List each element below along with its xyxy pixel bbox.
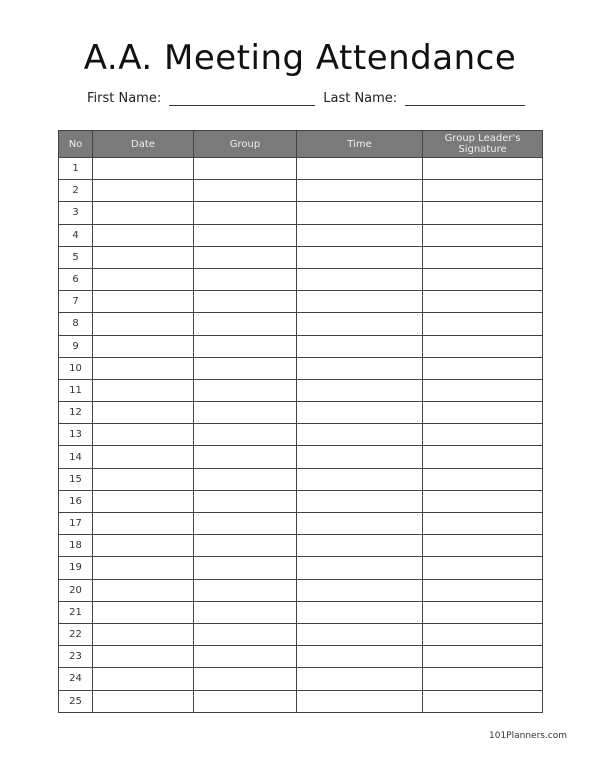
table-row: [59, 402, 543, 424]
date-cell[interactable]: [93, 646, 194, 668]
row-number: 15: [59, 468, 93, 490]
signature-cell[interactable]: [423, 379, 543, 401]
row-number: 25: [59, 690, 93, 712]
signature-cell[interactable]: [423, 668, 543, 690]
row-number: 9: [59, 335, 93, 357]
group-cell[interactable]: [194, 557, 297, 579]
header-group: Group: [194, 131, 297, 158]
row-number: 20: [59, 579, 93, 601]
signature-cell[interactable]: [423, 579, 543, 601]
date-cell[interactable]: [93, 180, 194, 202]
signature-cell[interactable]: [423, 424, 543, 446]
time-cell[interactable]: [297, 224, 423, 246]
time-cell[interactable]: [297, 513, 423, 535]
date-cell[interactable]: [93, 202, 194, 224]
first-name-field[interactable]: [169, 91, 315, 106]
row-number: 17: [59, 513, 93, 535]
signature-cell[interactable]: [423, 224, 543, 246]
last-name-field[interactable]: [405, 91, 525, 106]
row-number: 11: [59, 379, 93, 401]
time-cell[interactable]: [297, 379, 423, 401]
signature-cell[interactable]: [423, 623, 543, 645]
group-cell[interactable]: [194, 668, 297, 690]
row-number: 16: [59, 490, 93, 512]
date-cell[interactable]: [93, 313, 194, 335]
row-number: 21: [59, 601, 93, 623]
time-cell[interactable]: [297, 535, 423, 557]
header-date: Date: [93, 131, 194, 158]
row-number: 13: [59, 424, 93, 446]
table-row: [59, 468, 543, 490]
group-cell[interactable]: [194, 180, 297, 202]
signature-cell[interactable]: [423, 535, 543, 557]
time-cell[interactable]: [297, 579, 423, 601]
table-row: [59, 291, 543, 313]
signature-cell[interactable]: [423, 490, 543, 512]
header-signature: Group Leader's Signature: [423, 131, 543, 158]
time-cell[interactable]: [297, 490, 423, 512]
group-cell[interactable]: [194, 268, 297, 290]
date-cell[interactable]: [93, 357, 194, 379]
time-cell[interactable]: [297, 557, 423, 579]
group-cell[interactable]: [194, 224, 297, 246]
time-cell[interactable]: [297, 357, 423, 379]
header-time: Time: [297, 131, 423, 158]
table-row: [59, 158, 543, 180]
table-row: [59, 490, 543, 512]
date-cell[interactable]: [93, 291, 194, 313]
table-row: [59, 646, 543, 668]
row-number: 14: [59, 446, 93, 468]
table-row: [59, 557, 543, 579]
signature-cell[interactable]: [423, 313, 543, 335]
date-cell[interactable]: [93, 446, 194, 468]
time-cell[interactable]: [297, 180, 423, 202]
table-row: [59, 623, 543, 645]
table-row: [59, 535, 543, 557]
time-cell[interactable]: [297, 313, 423, 335]
group-cell[interactable]: [194, 490, 297, 512]
table-row: [59, 424, 543, 446]
group-cell[interactable]: [194, 158, 297, 180]
first-name-label: First Name:: [87, 91, 162, 106]
time-cell[interactable]: [297, 468, 423, 490]
row-number: 6: [59, 268, 93, 290]
date-cell[interactable]: [93, 158, 194, 180]
row-number: 12: [59, 402, 93, 424]
signature-cell[interactable]: [423, 180, 543, 202]
signature-cell[interactable]: [423, 446, 543, 468]
table-row: [59, 180, 543, 202]
table-row: [59, 601, 543, 623]
attendance-table: [58, 130, 543, 713]
time-cell[interactable]: [297, 402, 423, 424]
group-cell[interactable]: [194, 646, 297, 668]
time-cell[interactable]: [297, 424, 423, 446]
date-cell[interactable]: [93, 690, 194, 712]
date-cell[interactable]: [93, 579, 194, 601]
row-number: 8: [59, 313, 93, 335]
time-cell[interactable]: [297, 291, 423, 313]
group-cell[interactable]: [194, 335, 297, 357]
time-cell[interactable]: [297, 446, 423, 468]
time-cell[interactable]: [297, 646, 423, 668]
table-row: [59, 579, 543, 601]
row-number: 2: [59, 180, 93, 202]
group-cell[interactable]: [194, 357, 297, 379]
row-number: 22: [59, 623, 93, 645]
time-cell[interactable]: [297, 668, 423, 690]
signature-cell[interactable]: [423, 646, 543, 668]
date-cell[interactable]: [93, 601, 194, 623]
time-cell[interactable]: [297, 158, 423, 180]
date-cell[interactable]: [93, 379, 194, 401]
date-cell[interactable]: [93, 623, 194, 645]
group-cell[interactable]: [194, 601, 297, 623]
signature-cell[interactable]: [423, 291, 543, 313]
row-number: 4: [59, 224, 93, 246]
time-cell[interactable]: [297, 246, 423, 268]
date-cell[interactable]: [93, 224, 194, 246]
table-row: [59, 690, 543, 712]
group-cell[interactable]: [194, 535, 297, 557]
table-row: [59, 668, 543, 690]
date-cell[interactable]: [93, 335, 194, 357]
signature-cell[interactable]: [423, 268, 543, 290]
time-cell[interactable]: [297, 690, 423, 712]
time-cell[interactable]: [297, 601, 423, 623]
name-fields: [87, 91, 533, 106]
signature-cell[interactable]: [423, 468, 543, 490]
signature-cell[interactable]: [423, 557, 543, 579]
signature-cell[interactable]: [423, 158, 543, 180]
table-row: [59, 513, 543, 535]
date-cell[interactable]: [93, 468, 194, 490]
table-row: [59, 313, 543, 335]
table-row: [59, 246, 543, 268]
row-number: 1: [59, 158, 93, 180]
group-cell[interactable]: [194, 246, 297, 268]
time-cell[interactable]: [297, 335, 423, 357]
signature-cell[interactable]: [423, 202, 543, 224]
last-name-label: Last Name:: [323, 91, 398, 106]
row-number: 3: [59, 202, 93, 224]
group-cell[interactable]: [194, 424, 297, 446]
date-cell[interactable]: [93, 513, 194, 535]
group-cell[interactable]: [194, 402, 297, 424]
group-cell[interactable]: [194, 623, 297, 645]
signature-cell[interactable]: [423, 513, 543, 535]
group-cell[interactable]: [194, 202, 297, 224]
signature-cell[interactable]: [423, 246, 543, 268]
table-row: [59, 335, 543, 357]
signature-cell[interactable]: [423, 601, 543, 623]
group-cell[interactable]: [194, 313, 297, 335]
group-cell[interactable]: [194, 446, 297, 468]
row-number: 7: [59, 291, 93, 313]
table-row: [59, 202, 543, 224]
signature-cell[interactable]: [423, 357, 543, 379]
group-cell[interactable]: [194, 513, 297, 535]
signature-cell[interactable]: [423, 402, 543, 424]
group-cell[interactable]: [194, 468, 297, 490]
date-cell[interactable]: [93, 557, 194, 579]
date-cell[interactable]: [93, 268, 194, 290]
group-cell[interactable]: [194, 291, 297, 313]
table-row: [59, 357, 543, 379]
row-number: 18: [59, 535, 93, 557]
signature-cell[interactable]: [423, 690, 543, 712]
table-row: [59, 268, 543, 290]
date-cell[interactable]: [93, 246, 194, 268]
date-cell[interactable]: [93, 668, 194, 690]
table-row: [59, 446, 543, 468]
group-cell[interactable]: [194, 690, 297, 712]
signature-cell[interactable]: [423, 335, 543, 357]
row-number: 5: [59, 246, 93, 268]
table-row: [59, 224, 543, 246]
table-row: [59, 379, 543, 401]
date-cell[interactable]: [93, 490, 194, 512]
group-cell[interactable]: [194, 379, 297, 401]
header-row: [59, 131, 543, 158]
time-cell[interactable]: [297, 268, 423, 290]
time-cell[interactable]: [297, 202, 423, 224]
header-no: No: [59, 131, 93, 158]
group-cell[interactable]: [194, 579, 297, 601]
date-cell[interactable]: [93, 424, 194, 446]
row-number: 10: [59, 357, 93, 379]
row-number: 19: [59, 557, 93, 579]
row-number: 24: [59, 668, 93, 690]
date-cell[interactable]: [93, 535, 194, 557]
footer-brand: 101Planners.com: [489, 731, 568, 741]
date-cell[interactable]: [93, 402, 194, 424]
page-title: A.A. Meeting Attendance: [83, 38, 517, 78]
row-number: 23: [59, 646, 93, 668]
time-cell[interactable]: [297, 623, 423, 645]
